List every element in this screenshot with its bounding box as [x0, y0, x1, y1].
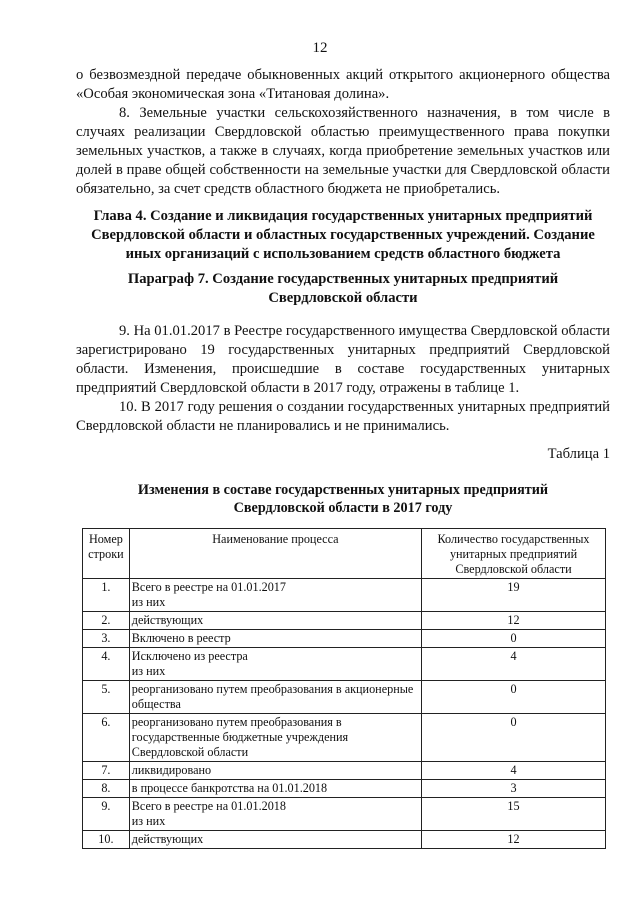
row-count: 0	[422, 714, 606, 762]
row-count: 0	[422, 630, 606, 648]
row-count: 0	[422, 681, 606, 714]
table-row	[83, 579, 606, 612]
row-count: 19	[422, 579, 606, 612]
table-row	[83, 648, 606, 681]
paragraph-8: 8. Земельные участки сельскохозяйственного назначения, в том числе в случаях реализации Свердловской областью преимущественного права покупки земельных участков, а также в случаях, когда приобретение земельных участков или долей в праве общей собственности на земельные участки для Свердловской области обязательно, за счет средств областного бюджета не приобретались.	[76, 105, 610, 197]
table-label: Таблица 1	[547, 446, 610, 462]
header-process-name: Наименование процесса	[129, 529, 421, 579]
header-row-number: Номер строки	[83, 529, 130, 579]
table-row	[83, 612, 606, 630]
row-number: 3.	[83, 630, 130, 648]
changes-table	[82, 528, 606, 849]
table-row	[83, 681, 606, 714]
row-number: 10.	[83, 831, 130, 849]
row-number: 4.	[83, 648, 130, 681]
row-name-text: Всего в реестре на 01.01.2018	[131, 799, 286, 813]
row-name: реорганизовано путем преобразования в государственные бюджетные учреждения Свердловской области	[129, 714, 421, 762]
row-count: 12	[422, 831, 606, 849]
row-number: 2.	[83, 612, 130, 630]
row-count: 15	[422, 798, 606, 831]
header-count: Количество государственных унитарных предприятий Свердловской области	[422, 529, 606, 579]
paragraph-heading: Параграф 7. Создание государственных унитарных предприятий Свердловской области	[127, 271, 559, 306]
row-name: в процессе банкротства на 01.01.2018	[129, 780, 421, 798]
table-row	[83, 714, 606, 762]
table-row	[83, 762, 606, 780]
row-count: 12	[422, 612, 606, 630]
row-sub-text: из них	[131, 814, 166, 828]
table-row	[83, 831, 606, 849]
row-name	[129, 579, 421, 612]
row-count: 3	[422, 780, 606, 798]
table-header-row	[83, 529, 606, 579]
row-name: действующих	[129, 612, 421, 630]
table-row	[83, 630, 606, 648]
row-sub-text: из них	[131, 664, 166, 678]
chapter-heading: Глава 4. Создание и ликвидация государственных унитарных предприятий Свердловской области и областных государственных учреждений. Создание иных организаций с использованием средств областного бюджета	[91, 208, 595, 262]
row-number: 5.	[83, 681, 130, 714]
row-name: ликвидировано	[129, 762, 421, 780]
row-count: 4	[422, 648, 606, 681]
paragraph-9: 9. На 01.01.2017 в Реестре государственного имущества Свердловской области зарегистрировано 19 государственных унитарных предприятий Свердловской области. Изменения, происшедшие в составе государственных унитарных предприятий Свердловской области в 2017 году, отражены в таблице 1.	[76, 323, 610, 396]
row-number: 1.	[83, 579, 130, 612]
row-name	[129, 798, 421, 831]
row-number: 9.	[83, 798, 130, 831]
row-number: 6.	[83, 714, 130, 762]
paragraph-continuation: о безвозмездной передаче обыкновенных акций открытого акционерного общества «Особая экономическая зона «Титановая долина».	[76, 67, 610, 102]
row-count: 4	[422, 762, 606, 780]
row-number: 8.	[83, 780, 130, 798]
row-name-text: Исключено из реестра	[131, 649, 248, 663]
table-row	[83, 798, 606, 831]
row-name	[129, 648, 421, 681]
paragraph-10: 10. В 2017 году решения о создании государственных унитарных предприятий Свердловской области не планировались и не принимались.	[76, 399, 610, 434]
table-caption: Изменения в составе государственных унитарных предприятий Свердловской области в 2017 году	[137, 482, 549, 516]
row-name-text: Всего в реестре на 01.01.2017	[131, 580, 286, 594]
intro-text	[76, 66, 610, 199]
row-name: действующих	[129, 831, 421, 849]
table-row	[83, 780, 606, 798]
page-number: 12	[312, 40, 328, 56]
row-name: Включено в реестр	[129, 630, 421, 648]
body-text	[76, 322, 610, 436]
row-sub-text: из них	[131, 595, 166, 609]
row-name: реорганизовано путем преобразования в акционерные общества	[129, 681, 421, 714]
row-number: 7.	[83, 762, 130, 780]
